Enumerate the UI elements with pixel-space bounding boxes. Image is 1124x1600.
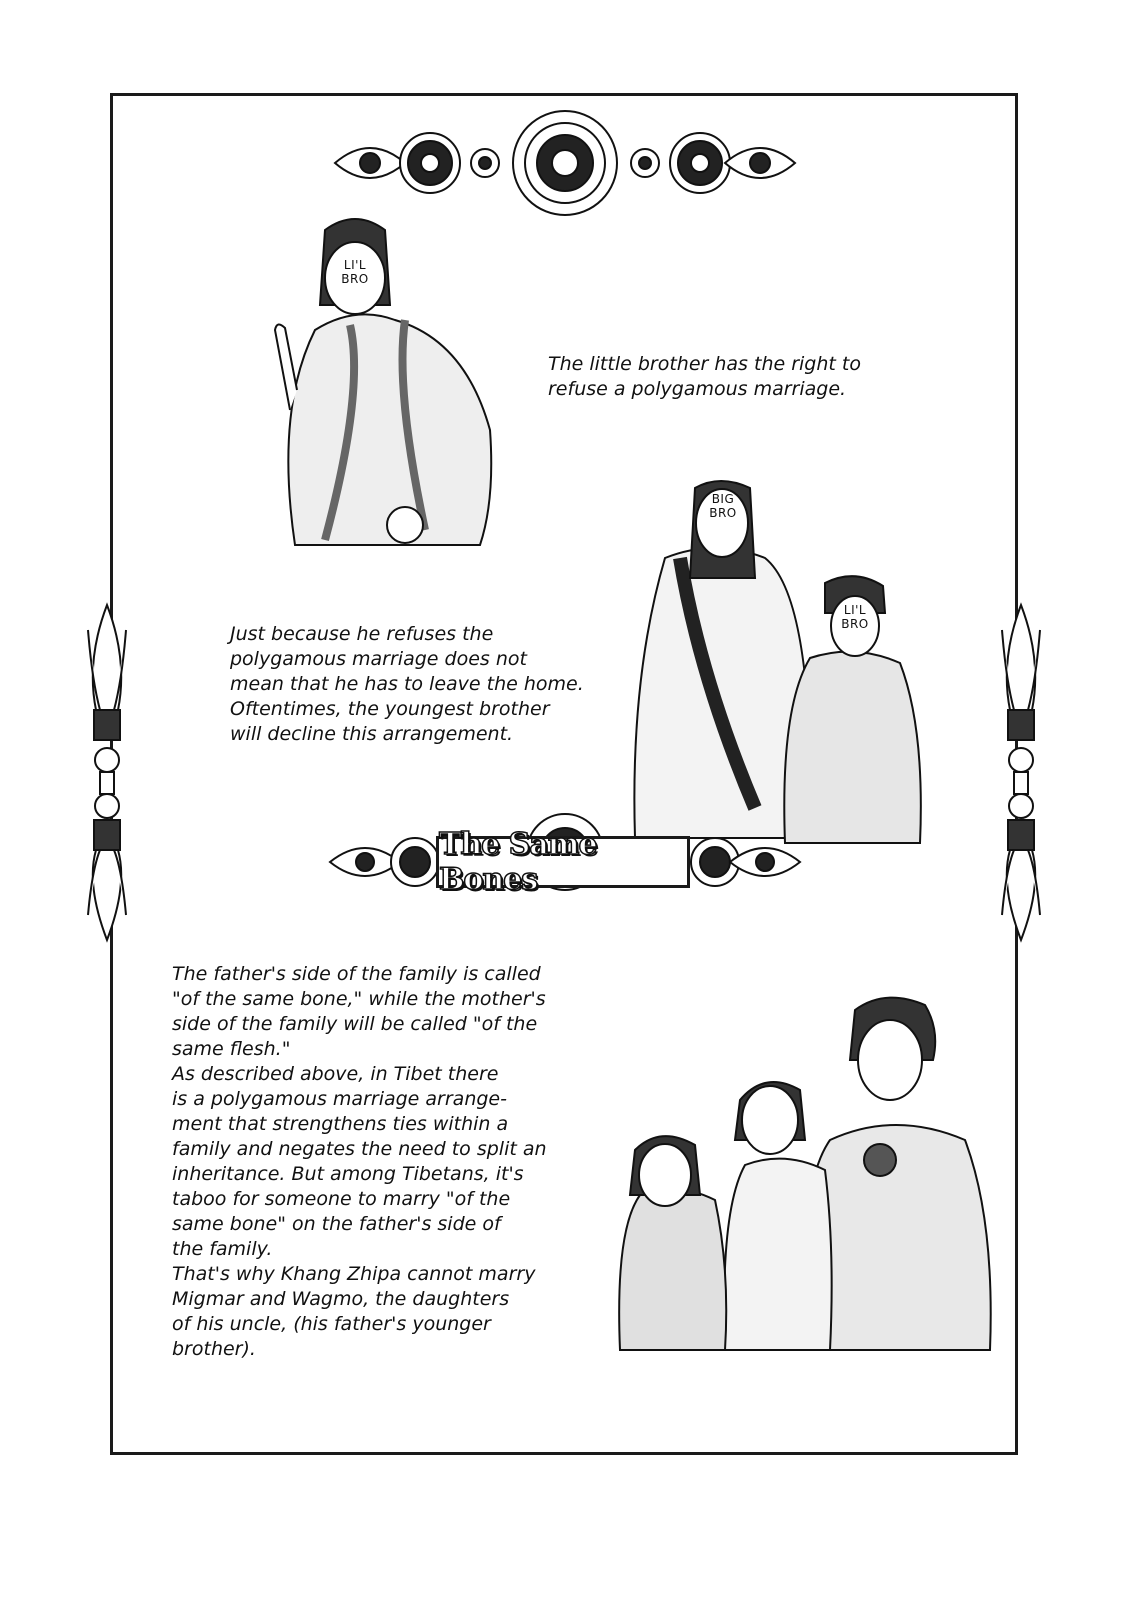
caption-same-bones: The father's side of the family is called "of the same bone," while the mother's side of the family will be called "of the same flesh." As described above, in Tibet there is a polygamous marriage arrange- ment that strengthens ties within a family and negates the need to split an inheritance. But among Tibetans, it's taboo for someone to marry "of the same bone" on the father's side of the family. That's why Khang Zhipa cannot marry Migmar and Wagmo, the daughters of his uncle, (his father's younger brother). <box>172 963 547 1360</box>
cousins-figure-illustration <box>615 990 1005 1360</box>
lil-bro-face-label: LI'L BRO <box>341 258 369 286</box>
brothers-figure-illustration <box>625 478 925 848</box>
lil-bro-figure-illustration <box>255 210 495 555</box>
caption-refuse-right: The little brother has the right to refuse a polygamous marriage. <box>548 353 861 400</box>
caption-leave-home: Just because he refuses the polygamous marriage does not mean that he has to leave the home. Oftentimes, the youngest brother will decline this arrangement. <box>230 623 584 745</box>
top-floral-ornament <box>330 108 800 218</box>
right-vajra-ornament <box>992 600 1050 945</box>
big-bro-face-label: BIG BRO <box>709 492 737 520</box>
lil-bro-small-face-label: LI'L BRO <box>841 603 869 631</box>
section-heading: The Same Bones <box>436 836 690 888</box>
left-vajra-ornament <box>78 600 136 945</box>
